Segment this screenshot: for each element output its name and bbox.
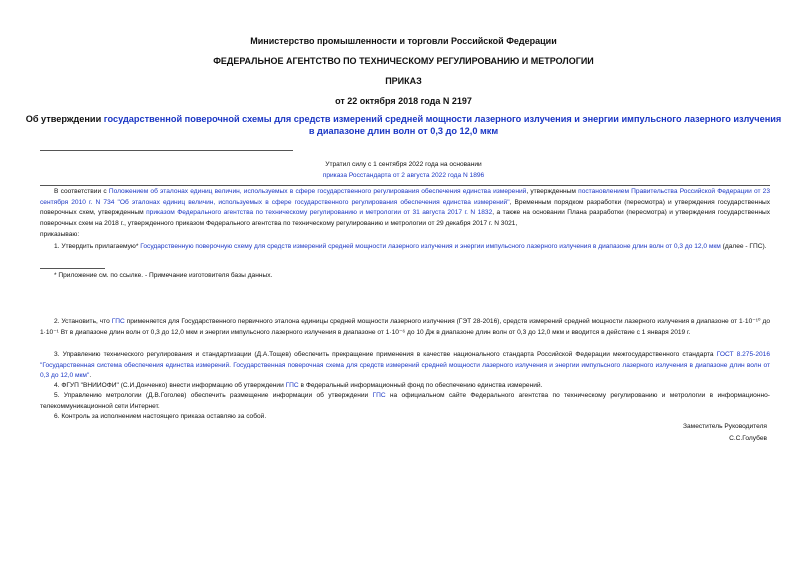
doc-type-heading: ПРИКАЗ — [385, 76, 422, 86]
doc-date: от 22 октября 2018 года N 2197 — [335, 96, 472, 106]
agency-heading: ФЕДЕРАЛЬНОЕ АГЕНТСТВО ПО ТЕХНИЧЕСКОМУ РЕГУЛИРОВАНИЮ И МЕТРОЛОГИИ — [213, 56, 594, 66]
item-4: 4. ФГУП "ВНИИОФИ" (С.И.Донченко) внести информацию об утверждении ГПС в Федеральный информационный фонд по обеспечению единства измерений. — [54, 382, 543, 389]
gps-link[interactable]: ГПС — [372, 392, 386, 399]
title-link[interactable]: государственной поверочной схемы для средств измерений средней мощности лазерного излучения и энергии импульсного лазерного излучения — [103, 114, 782, 124]
signature-name: С.С.Голубев — [729, 435, 767, 442]
item-6: 6. Контроль за исполнением настоящего приказа оставляю за собой. — [54, 413, 267, 420]
regulation-link[interactable]: Положением об эталонах единиц величин, используемых в сфере государственного регулирования обеспечения единства измерений — [108, 188, 527, 195]
gps-link[interactable]: ГПС — [285, 382, 299, 389]
item-3: 3. Управлению технического регулирования и стандартизации (Д.А.Тощев) обеспечить прекращение применения в качестве национального стандарта Российской Федерации межгосударственного стандарта ГОСТ 8.275-2016 "Государственная система обеспечения единства измерений. Государственная поверочная схема для средств измерений средней мощности лазерного излучения и энергии импульсного лазерного излучения в диапазоне длин волн от 0,3 до 12,0 мкм". — [40, 351, 770, 380]
footnote: * Приложение см. по ссылке. - Примечание изготовителя базы данных. — [54, 272, 273, 279]
item-1: 1. Утвердить прилагаемую* Государственную поверочную схему для средств измерений средней мощности лазерного излучения и энергии импульсного лазерного излучения в диапазоне длин волн от 0,3 до 12,0 мкм (далее - ГПС). — [54, 243, 767, 250]
government-decree-link[interactable]: постановлением Правительства Российской Федерации от 23 сентября 2010 г. N 734 "Об эталонах единиц величин, используемых в сфере государственного регулирования обеспечения единства измерений" — [40, 188, 771, 206]
document-title — [0, 113, 807, 137]
expired-text: Утратил силу с 1 сентября 2022 года на основании — [325, 161, 482, 168]
ministry-heading: Министерство промышленности и торговли Российской Федерации — [250, 36, 557, 46]
item-5: 5. Управлению метрологии (Д.В.Гоголев) обеспечить размещение информации об утверждении ГПС на официальном сайте Федерального агентства по техническому регулированию и метрологии в информационно-телекоммуникационной сети Интернет. — [40, 392, 770, 410]
gps-scheme-link[interactable]: Государственную поверочную схему для средств измерений средней мощности лазерного излучения и энергии импульсного лазерного излучения в диапазоне длин волн от 0,3 до 12,0 мкм — [140, 243, 721, 250]
agency-order-link[interactable]: приказом Федерального агентства по техническому регулированию и метрологии от 31 августа 2017 г. N 1832 — [146, 209, 493, 217]
title-prefix: Об утверждении — [25, 114, 104, 124]
preamble-divider — [40, 185, 770, 186]
item-2: 2. Установить, что ГПС применяется для Государственного первичного эталона единицы средней мощности лазерного излучения (ГЭТ 28-2016), средств измерений средней мощности лазерного излучения в диапазоне от 1·10⁻¹⁰ до 1·10⁻¹ Вт в диапазоне длин волн от 0,3 до 12,0 мкм и энергии импульсного лазерного излучения в диапазоне от 1·10⁻⁶ до 10 Дж в диапазоне длин волн от 0,3 до 12,0 мкм и вводится в действие с 1 января 2019 г. — [40, 318, 770, 336]
title-link-line2[interactable]: в диапазоне длин волн от 0,3 до 12,0 мкм — [308, 126, 499, 136]
preamble-paragraph: В соответствии с Положением об эталонах единиц величин, используемых в сфере государственного регулирования обеспечения единства измерений, утвержденным постановлением Правительства Российской Федерации от 23 сентября 2010 г. N 734 "Об эталонах единиц величин, используемых в сфере государственного регулирования обеспечения единства измерений", Временным порядком разработки (пересмотра) и утверждения государственных поверочных схем, утвержденным приказом Федерального агентства по техническому регулированию и метрологии от 31 августа 2017 г. N 1832, а также на основании Плана разработки (пересмотра) и утверждения государственных поверочных схем на 2018 г., утвержденного приказом Федерального агентства по техническому регулированию и метрологии от 29 декабря 2017 г. N 3021, — [40, 188, 771, 227]
header-divider — [40, 150, 293, 151]
expired-link[interactable]: приказа Росстандарта от 2 августа 2022 года N 1896 — [322, 171, 485, 179]
gost-link[interactable]: ГОСТ 8.275-2016 "Государственная система обеспечения единства измерений. Государственная поверочная схема для средств измерений средней мощности лазерного излучения и энергии импульсного лазерного излучения в диапазоне длин волн от 0,3 до 12,0 мкм" — [40, 351, 770, 380]
order-word: приказываю: — [40, 231, 80, 238]
expired-note — [0, 160, 807, 181]
signature-position: Заместитель Руководителя — [683, 423, 767, 430]
footnote-divider — [40, 268, 105, 269]
gps-link[interactable]: ГПС — [111, 318, 125, 325]
